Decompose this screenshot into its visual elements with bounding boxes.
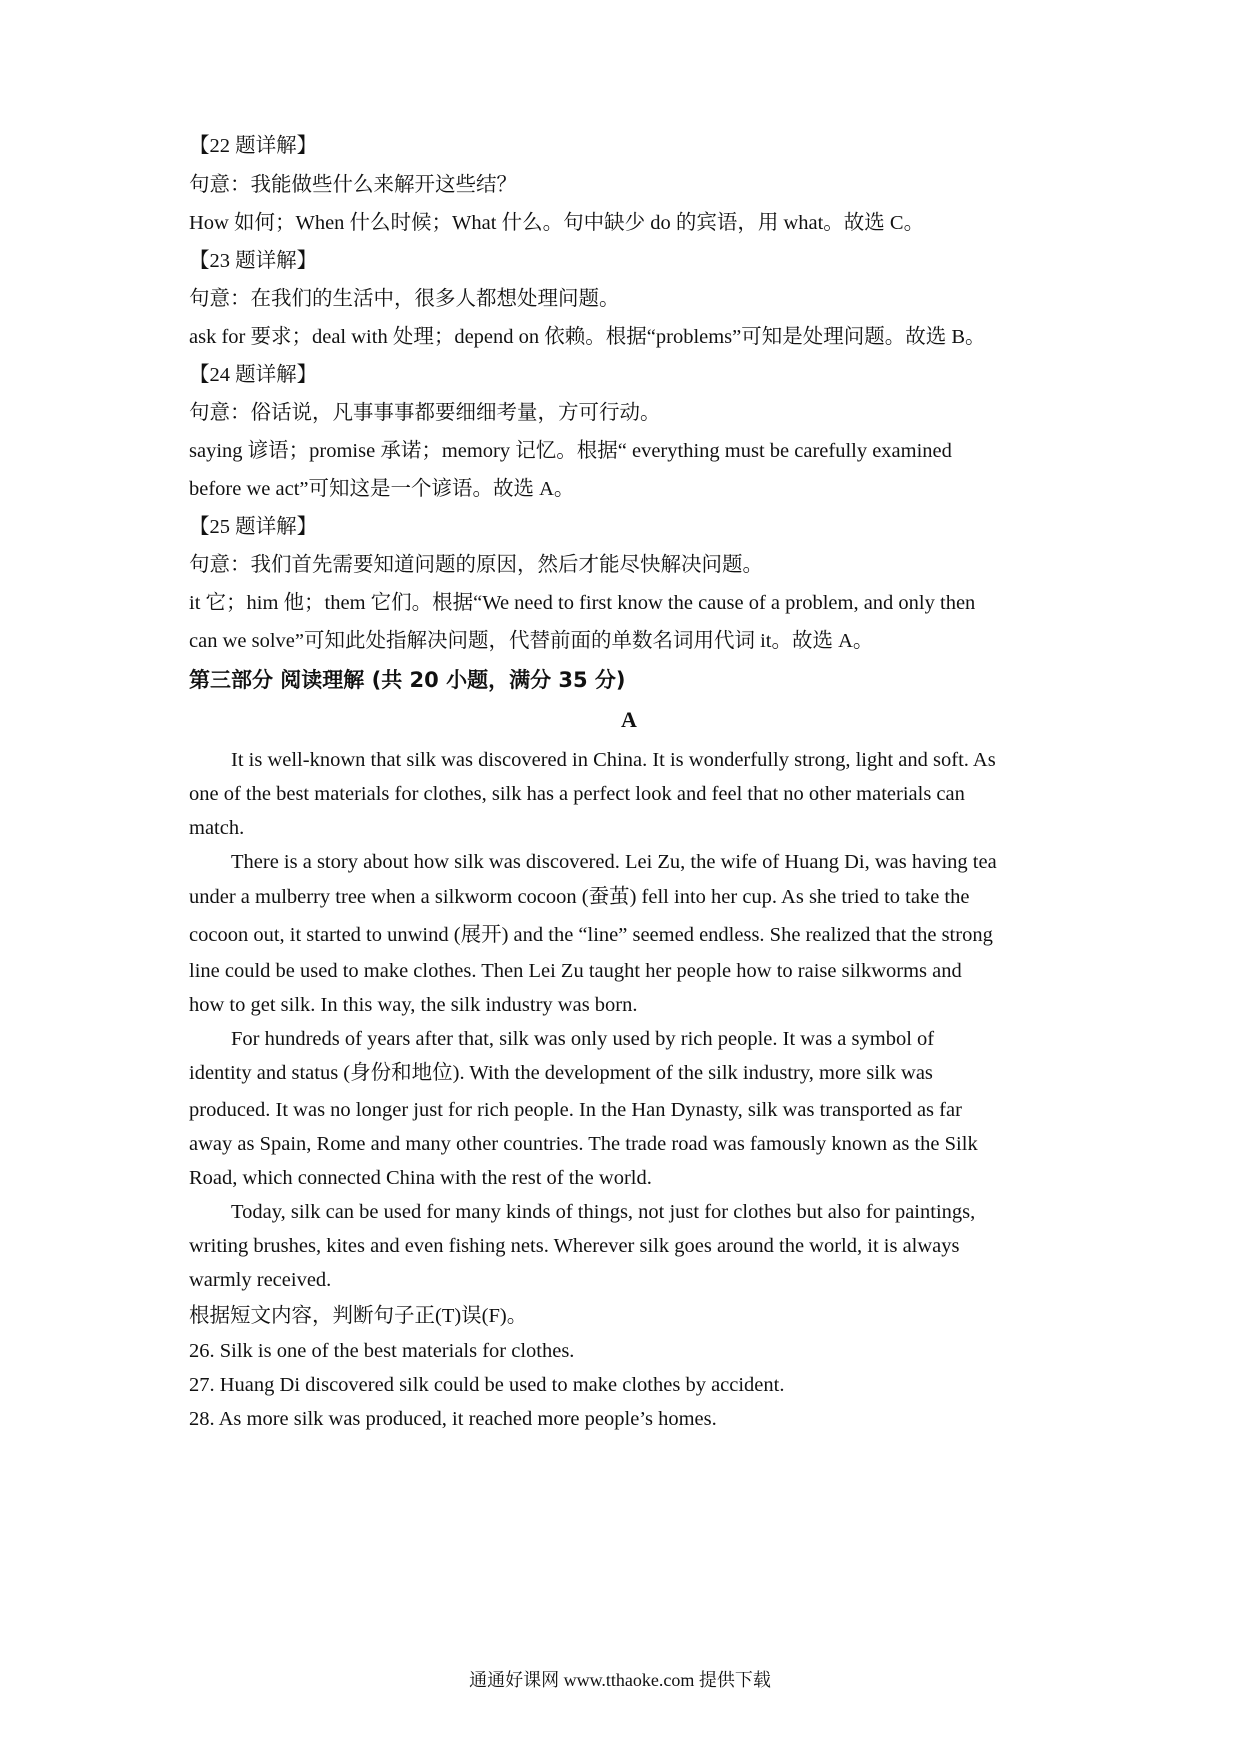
paragraph-3-line-3: produced. It was no longer just for rich people. In the Han Dynasty, silk was transported as far xyxy=(189,1099,962,1121)
explanation-header-22: 【22 题详解】 xyxy=(189,135,318,157)
paragraph-2-line-5: how to get silk. In this way, the silk industry was born. xyxy=(189,994,638,1016)
paragraph-3-line-1: For hundreds of years after that, silk was only used by rich people. It was a symbol of xyxy=(231,1028,935,1050)
explanation-header-25: 【25 题详解】 xyxy=(189,516,318,538)
paragraph-1-line-1: It is well-known that silk was discovered in China. It is wonderfully strong, light and soft. As xyxy=(231,749,996,771)
page-footer: 通通好课网 www.tthaoke.com 提供下载 xyxy=(469,1670,771,1690)
explanation-meaning-22: 句意：我能做些什么来解开这些结？ xyxy=(189,174,517,196)
paragraph-4-line-1: Today, silk can be used for many kinds of things, not just for clothes but also for paintings, xyxy=(231,1201,976,1223)
paragraph-2-line-4: line could be used to make clothes. Then Lei Zu taught her people how to raise silkworms and xyxy=(189,960,962,982)
explanation-header-24: 【24 题详解】 xyxy=(189,364,318,386)
question-26: 26. Silk is one of the best materials for clothes. xyxy=(189,1340,575,1362)
paragraph-1-line-2: one of the best materials for clothes, silk has a perfect look and feel that no other materials can xyxy=(189,783,965,805)
passage-label: A xyxy=(621,707,637,732)
explanation-meaning-23: 句意：在我们的生活中，很多人都想处理问题。 xyxy=(189,288,620,310)
paragraph-3-line-4: away as Spain, Rome and many other countries. The trade road was famously known as the Silk xyxy=(189,1133,978,1155)
document-page xyxy=(189,0,1069,1754)
question-28: 28. As more silk was produced, it reached more people’s homes. xyxy=(189,1408,717,1430)
paragraph-4-line-2: writing brushes, kites and even fishing nets. Wherever silk goes around the world, it is always xyxy=(189,1235,960,1257)
explanation-header-23: 【23 题详解】 xyxy=(189,250,318,272)
section-title: 第三部分 阅读理解 (共 20 小题，满分 35 分) xyxy=(189,668,626,692)
explanation-analysis-24-line1: saying 谚语；promise 承诺；memory 记忆。根据“ everything must be carefully examined xyxy=(189,440,952,462)
explanation-analysis-24-line2: before we act”可知这是一个谚语。故选 A。 xyxy=(189,478,575,500)
paragraph-2-line-1: There is a story about how silk was discovered. Lei Zu, the wife of Huang Di, was having tea xyxy=(231,851,997,873)
explanation-analysis-22: How 如何；When 什么时候；What 什么。句中缺少 do 的宾语，用 what。故选 C。 xyxy=(189,212,925,234)
paragraph-4-line-3: warmly received. xyxy=(189,1269,332,1291)
paragraph-3-line-5: Road, which connected China with the rest of the world. xyxy=(189,1167,652,1189)
paragraph-3-line-2: identity and status (身份和地位). With the development of the silk industry, more silk was xyxy=(189,1062,933,1084)
explanation-analysis-25-line1: it 它；him 他；them 它们。根据“We need to first know the cause of a problem, and only then xyxy=(189,592,976,614)
explanation-meaning-24: 句意：俗话说，凡事事事都要细细考量，方可行动。 xyxy=(189,402,661,424)
question-27: 27. Huang Di discovered silk could be used to make clothes by accident. xyxy=(189,1374,785,1396)
paragraph-2-line-3: cocoon out, it started to unwind (展开) and the “line” seemed endless. She realized that the strong xyxy=(189,924,993,946)
instruction: 根据短文内容，判断句子正(T)误(F)。 xyxy=(189,1305,528,1327)
explanation-analysis-25-line2: can we solve”可知此处指解决问题，代替前面的单数名词用代词 it。故选 A。 xyxy=(189,630,874,652)
paragraph-2-line-2: under a mulberry tree when a silkworm cocoon (蚕茧) fell into her cup. As she tried to take the xyxy=(189,886,970,908)
paragraph-1-line-3: match. xyxy=(189,817,245,839)
explanation-analysis-23: ask for 要求；deal with 处理；depend on 依赖。根据“problems”可知是处理问题。故选 B。 xyxy=(189,326,986,348)
explanation-meaning-25: 句意：我们首先需要知道问题的原因，然后才能尽快解决问题。 xyxy=(189,554,763,576)
